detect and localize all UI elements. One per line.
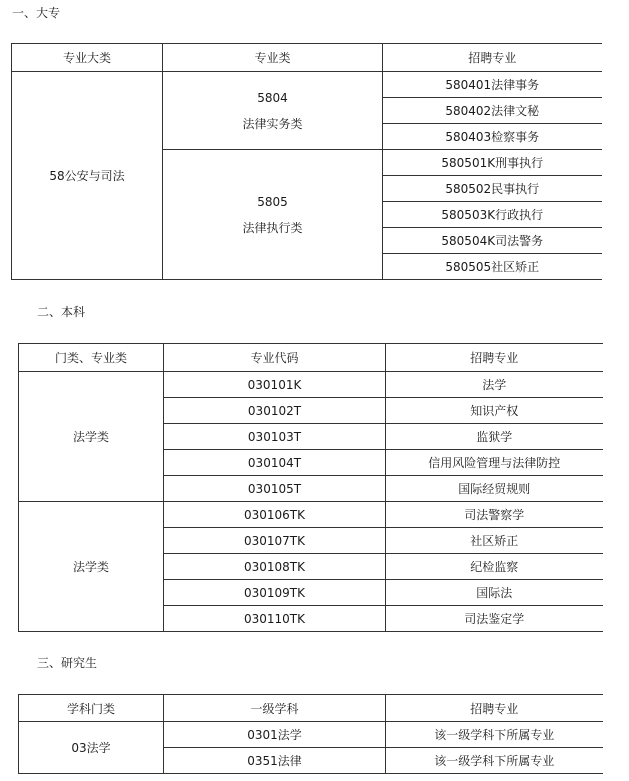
header-cell: 学科门类 <box>19 695 164 722</box>
discipline-category-cell: 法学类 <box>19 502 164 632</box>
undergraduate-table <box>18 343 603 632</box>
graduate-table <box>18 694 603 774</box>
major-class-cell <box>163 72 383 150</box>
major-class-name: 法律实务类 <box>242 116 303 131</box>
discipline-category-cell: 法学类 <box>19 372 164 502</box>
major-code-cell: 030109TK <box>164 580 386 606</box>
header-cell: 招聘专业 <box>386 344 603 372</box>
first-level-discipline-cell: 0351法律 <box>164 748 386 774</box>
recruit-major-cell: 社区矫正 <box>386 528 603 554</box>
recruit-major-cell: 信用风险管理与法律防控 <box>386 450 603 476</box>
header-cell: 专业大类 <box>12 44 163 72</box>
recruit-major-cell: 监狱学 <box>386 424 603 450</box>
header-cell: 招聘专业 <box>386 695 603 722</box>
recruit-major-cell: 580403检察事务 <box>383 124 602 150</box>
recruit-major-cell: 国际经贸规则 <box>386 476 603 502</box>
recruit-major-cell: 纪检监察 <box>386 554 603 580</box>
major-class-cell <box>163 150 383 280</box>
table-header-row <box>19 344 603 372</box>
major-class-code: 5805 <box>257 194 288 209</box>
recruit-major-cell: 法学 <box>386 372 603 398</box>
major-code-cell: 030101K <box>164 372 386 398</box>
major-code-cell: 030103T <box>164 424 386 450</box>
recruit-major-cell: 580502民事执行 <box>383 176 602 202</box>
major-code-cell: 030110TK <box>164 606 386 632</box>
major-code-cell: 030102T <box>164 398 386 424</box>
first-level-discipline-cell: 0301法学 <box>164 722 386 748</box>
junior-college-table <box>11 43 602 280</box>
major-code-cell: 030105T <box>164 476 386 502</box>
table-row <box>19 372 603 398</box>
recruit-major-cell: 司法警察学 <box>386 502 603 528</box>
major-code-cell: 030108TK <box>164 554 386 580</box>
table-row <box>19 722 603 748</box>
major-class-code: 5804 <box>257 90 288 105</box>
table-row <box>12 72 602 98</box>
section-heading-graduate: 三、研究生 <box>37 656 98 670</box>
major-code-cell: 030104T <box>164 450 386 476</box>
header-cell: 招聘专业 <box>383 44 602 72</box>
recruit-major-cell: 580401法律事务 <box>383 72 602 98</box>
discipline-category-cell: 03法学 <box>19 722 164 774</box>
recruit-major-cell: 580504K司法警务 <box>383 228 602 254</box>
recruit-major-cell: 司法鉴定学 <box>386 606 603 632</box>
header-cell: 专业类 <box>163 44 383 72</box>
major-code-cell: 030107TK <box>164 528 386 554</box>
recruit-major-cell: 知识产权 <box>386 398 603 424</box>
section-heading-junior-college: 一、大专 <box>12 6 61 20</box>
header-cell: 专业代码 <box>164 344 386 372</box>
recruit-major-cell: 该一级学科下所属专业 <box>386 748 603 774</box>
major-category-cell: 58公安与司法 <box>12 72 163 280</box>
table-header-row <box>19 695 603 722</box>
major-class-name: 法律执行类 <box>242 220 303 235</box>
header-cell: 一级学科 <box>164 695 386 722</box>
table-header-row <box>12 44 602 72</box>
recruit-major-cell: 国际法 <box>386 580 603 606</box>
recruit-major-cell: 580505社区矫正 <box>383 254 602 280</box>
recruit-major-cell: 580503K行政执行 <box>383 202 602 228</box>
recruit-major-cell: 该一级学科下所属专业 <box>386 722 603 748</box>
table-row <box>19 502 603 528</box>
recruit-major-cell: 580501K刑事执行 <box>383 150 602 176</box>
major-code-cell: 030106TK <box>164 502 386 528</box>
header-cell: 门类、专业类 <box>19 344 164 372</box>
section-heading-undergraduate: 二、本科 <box>37 305 86 319</box>
recruit-major-cell: 580402法律文秘 <box>383 98 602 124</box>
